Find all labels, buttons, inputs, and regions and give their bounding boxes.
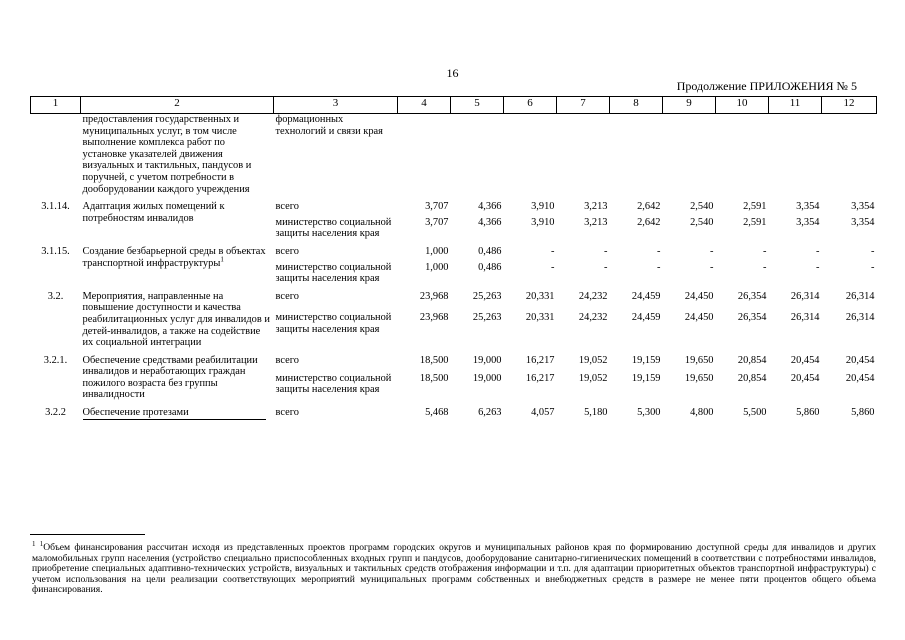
value-cell: 18,500 bbox=[419, 354, 449, 366]
value-cell: 20,454 bbox=[790, 354, 820, 366]
value-cell: 4,800 bbox=[690, 407, 714, 419]
value-cell: 20,454 bbox=[845, 354, 875, 366]
value-cell: 3,354 bbox=[851, 201, 875, 213]
value-cell: 4,366 bbox=[478, 201, 502, 213]
value-cell: 2,540 bbox=[690, 216, 714, 228]
value-cell: 3,213 bbox=[584, 216, 608, 228]
footnote-text: Объем финансирования рассчитан исходя из представленных проектов программ городских округов и муниципальных районов края по формированию доступной среды для инвалидов и других маломобильных групп населения (устройство специально приспособленных входных групп и пандусов, дооборудование санитарно-гигиенических помещений в соответствии с потребностями инвалидов, приобретение специальных адаптивно-технических устройств, визуальных и тактильных средств отображения информации и т.п. для адаптации приоритетных объектов транспортной инфраструктуры) с учетом использования на цели реализации соответствующих мероприятий муниципальных программ собственных и внебюджетных средств в размере не менее пяти процентов общего объема финансирования. bbox=[32, 542, 876, 596]
value-cell: 2,642 bbox=[637, 216, 661, 228]
column-header-10: 10 bbox=[716, 97, 769, 114]
value-cell: 2,591 bbox=[743, 216, 767, 228]
name-cell bbox=[81, 201, 274, 240]
value-cell: 5,300 bbox=[637, 407, 661, 419]
column-header-11: 11 bbox=[769, 97, 822, 114]
code-cell bbox=[31, 114, 81, 196]
value-cell: - bbox=[604, 245, 608, 257]
executor-cell: всего bbox=[275, 354, 299, 366]
carryover-row bbox=[31, 114, 877, 196]
footnote-separator bbox=[30, 534, 145, 535]
value-cell: 5,468 bbox=[425, 407, 449, 419]
value-cell: 18,500 bbox=[419, 372, 449, 384]
value-cell: 19,650 bbox=[684, 372, 714, 384]
name-cell: предоставления государственных и муниципальных услуг, в том числе выполнение комплекса работ по установке указателей движения визуальных и тактильных, пандусов и поручней, с учетом потребности в дооборудовании каждого учреждения bbox=[82, 114, 252, 195]
name-text: Обеспечение средствами реабилитации инвалидов и неработающих граждан пожилого возраста без группы инвалидности bbox=[82, 354, 258, 401]
value-cell: 3,213 bbox=[584, 201, 608, 213]
value-cell: 1,000 bbox=[425, 261, 449, 273]
column-header-8: 8 bbox=[610, 97, 663, 114]
footnote-inner-marker: 1 bbox=[39, 539, 44, 548]
value-cell: 24,459 bbox=[631, 312, 661, 324]
value-cell: 3,354 bbox=[851, 216, 875, 228]
code-cell: 3.2.2 bbox=[45, 407, 66, 419]
value-cell: 20,331 bbox=[525, 290, 555, 302]
executor-cell: всего bbox=[275, 407, 299, 419]
footnote bbox=[32, 539, 876, 596]
column-header-3: 3 bbox=[274, 97, 398, 114]
value-cell: - bbox=[604, 261, 608, 273]
value-cell: 19,159 bbox=[631, 354, 661, 366]
value-cell: 5,860 bbox=[851, 407, 875, 419]
value-cell: - bbox=[763, 261, 767, 273]
value-cell: 16,217 bbox=[525, 372, 555, 384]
value-cell: 2,540 bbox=[690, 201, 714, 213]
column-header-9: 9 bbox=[663, 97, 716, 114]
column-header-2: 2 bbox=[81, 97, 274, 114]
table-row bbox=[31, 201, 877, 213]
column-header-12: 12 bbox=[822, 97, 877, 114]
value-cell: 19,052 bbox=[578, 372, 608, 384]
table-row bbox=[31, 246, 877, 258]
value-cell: 20,454 bbox=[845, 372, 875, 384]
code-cell: 3.1.14. bbox=[41, 201, 70, 213]
value-cell: 19,000 bbox=[472, 372, 502, 384]
value-cell: 3,354 bbox=[796, 216, 820, 228]
executor-cell: формационных технологий и связи края bbox=[275, 114, 383, 137]
value-cell: 4,366 bbox=[478, 216, 502, 228]
value-cell: 24,459 bbox=[631, 290, 661, 302]
value-cell: 0,486 bbox=[478, 261, 502, 273]
value-cell: - bbox=[816, 245, 820, 257]
table-row bbox=[31, 355, 877, 369]
value-cell: 20,854 bbox=[737, 354, 767, 366]
appendix-continuation-label: Продолжение ПРИЛОЖЕНИЯ № 5 bbox=[676, 79, 857, 93]
value-cell: 19,052 bbox=[578, 354, 608, 366]
value-cell: - bbox=[551, 261, 555, 273]
executor-cell: министерство социальной защиты населения края bbox=[275, 372, 392, 396]
value-cell: 0,486 bbox=[478, 245, 502, 257]
value-cell: 24,232 bbox=[578, 290, 608, 302]
value-cell: - bbox=[871, 261, 875, 273]
column-header-5: 5 bbox=[451, 97, 504, 114]
table-row bbox=[31, 407, 877, 420]
code-cell: 3.2. bbox=[47, 290, 64, 302]
value-cell: 16,217 bbox=[525, 354, 555, 366]
value-cell: - bbox=[763, 245, 767, 257]
value-cell: 24,450 bbox=[684, 290, 714, 302]
value-cell: - bbox=[710, 261, 714, 273]
value-cell: - bbox=[657, 245, 661, 257]
executor-cell: министерство социальной защиты населения края bbox=[275, 216, 392, 240]
name-cell bbox=[81, 355, 274, 401]
value-cell: 5,500 bbox=[743, 407, 767, 419]
value-cell: 5,180 bbox=[584, 407, 608, 419]
value-cell: 23,968 bbox=[419, 312, 449, 324]
executor-cell: министерство социальной защиты населения края bbox=[275, 261, 392, 285]
value-cell: 4,057 bbox=[531, 407, 555, 419]
value-cell: 26,354 bbox=[737, 290, 767, 302]
value-cell: 26,354 bbox=[737, 312, 767, 324]
financing-table bbox=[30, 96, 877, 420]
value-cell: 25,263 bbox=[472, 290, 502, 302]
value-cell: 2,591 bbox=[743, 201, 767, 213]
column-header-1: 1 bbox=[31, 97, 81, 114]
column-header-4: 4 bbox=[398, 97, 451, 114]
column-number-header bbox=[31, 97, 877, 114]
value-cell: 20,454 bbox=[790, 372, 820, 384]
value-cell: 1,000 bbox=[425, 245, 449, 257]
value-cell: 26,314 bbox=[790, 290, 820, 302]
value-cell: 26,314 bbox=[845, 290, 875, 302]
column-header-6: 6 bbox=[504, 97, 557, 114]
name-cell bbox=[81, 407, 274, 420]
value-cell: - bbox=[551, 245, 555, 257]
name-cell bbox=[81, 246, 274, 285]
value-cell: - bbox=[871, 245, 875, 257]
value-cell: 19,000 bbox=[472, 354, 502, 366]
value-cell: 26,314 bbox=[790, 312, 820, 324]
value-cell: 3,910 bbox=[531, 201, 555, 213]
value-cell: 26,314 bbox=[845, 312, 875, 324]
value-cell: 24,450 bbox=[684, 312, 714, 324]
executor-cell: всего bbox=[275, 290, 299, 302]
name-text: Создание безбарьерной среды в объектах транспортной инфраструктуры bbox=[82, 245, 266, 269]
value-cell: 25,263 bbox=[472, 312, 502, 324]
name-text: Мероприятия, направленные на повышение доступности и качества реабилитационных услуг для инвалидов и детей-инвалидов, а также на содействие их социальной интеграции bbox=[82, 290, 270, 349]
value-cell: - bbox=[710, 245, 714, 257]
name-text: Адаптация жилых помещений к потребностям инвалидов bbox=[82, 201, 225, 224]
value-cell: 3,910 bbox=[531, 216, 555, 228]
table-row bbox=[31, 291, 877, 308]
value-cell: - bbox=[816, 261, 820, 273]
value-cell: 3,354 bbox=[796, 201, 820, 213]
value-cell: - bbox=[657, 261, 661, 273]
value-cell: 20,854 bbox=[737, 372, 767, 384]
value-cell: 6,263 bbox=[478, 407, 502, 419]
footnote-ref: 1 bbox=[220, 255, 224, 264]
column-header-7: 7 bbox=[557, 97, 610, 114]
executor-cell: всего bbox=[275, 245, 299, 257]
value-cell: 19,650 bbox=[684, 354, 714, 366]
page-number: 16 bbox=[446, 66, 459, 80]
value-cell: 23,968 bbox=[419, 290, 449, 302]
executor-cell: всего bbox=[275, 201, 299, 213]
value-cell: 5,860 bbox=[796, 407, 820, 419]
value-cell: 20,331 bbox=[525, 312, 555, 324]
value-cell: 3,707 bbox=[425, 216, 449, 228]
name-text: Обеспечение протезами bbox=[83, 407, 266, 420]
value-cell: 24,232 bbox=[578, 312, 608, 324]
footnote-marker: 1 bbox=[32, 539, 36, 548]
value-cell: 3,707 bbox=[425, 201, 449, 213]
value-cell: 2,642 bbox=[637, 201, 661, 213]
name-cell bbox=[81, 291, 274, 349]
code-cell: 3.2.1. bbox=[43, 354, 68, 366]
code-cell: 3.1.15. bbox=[41, 245, 70, 257]
value-cell: 19,159 bbox=[631, 372, 661, 384]
executor-cell: министерство социальной защиты населения края bbox=[275, 312, 392, 335]
